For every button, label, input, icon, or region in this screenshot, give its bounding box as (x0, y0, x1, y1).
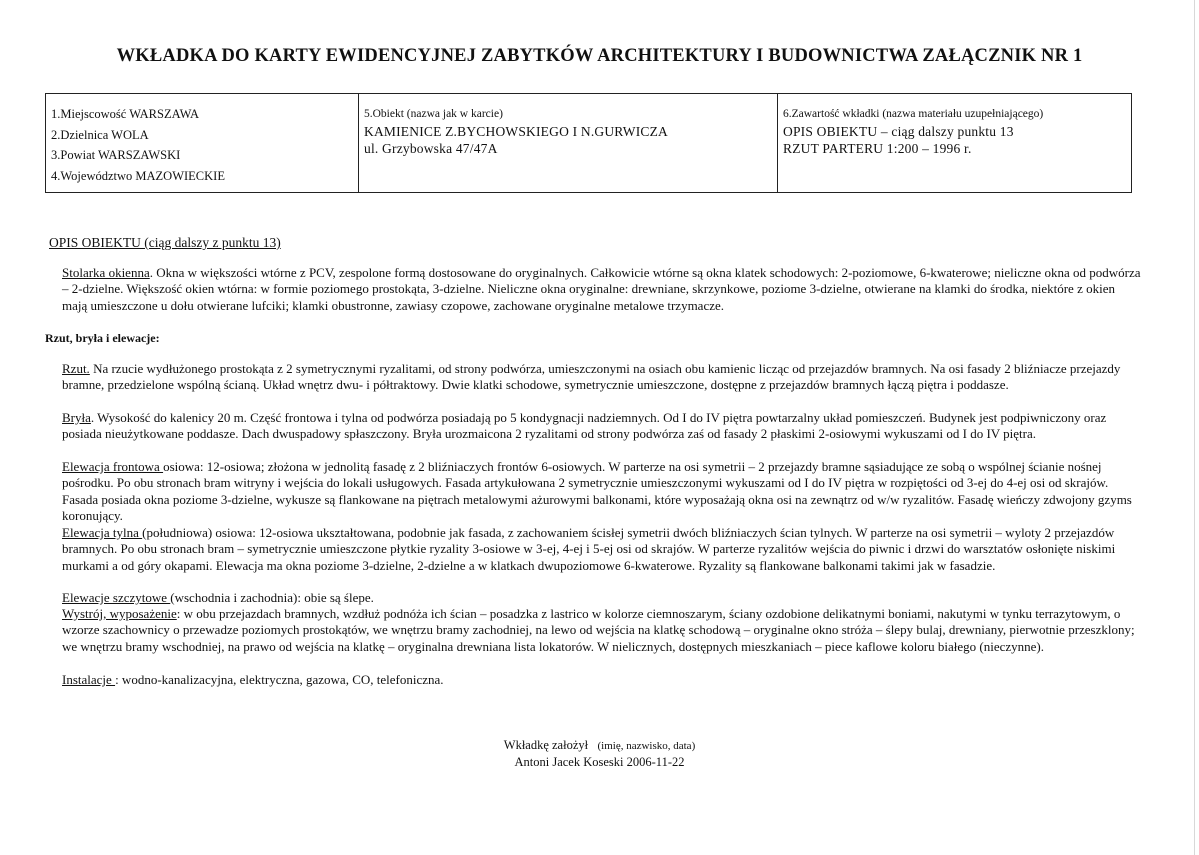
paragraph-szczytowe (62, 590, 1142, 606)
rzut-heading: Rzut. (62, 361, 90, 376)
frontowa-heading: Elewacja frontowa (62, 459, 164, 474)
paragraph-tylna (62, 525, 1142, 574)
footer-label-small: (imię, nazwisko, data) (597, 740, 696, 752)
object-label: 5.Obiekt (nazwa jak w karcie) (364, 108, 503, 120)
instalacje-heading: Instalacje (62, 672, 116, 687)
szczytowe-text: (wschodnia i zachodnia): obie są ślepe. (170, 590, 374, 605)
instalacje-text: : wodno-kanalizacyjna, elektryczna, gazowa, CO, telefoniczna. (115, 672, 444, 687)
tylna-text: (południowa) osiowa: 12-osiowa ukształtowana, podobnie jak fasada, z zachowaniem ścisłej symetrii dwóch bliźniaczych ścian tylnych. W parterze na osi symetrii – wyloty 2 przejazdów bramnych. Po obu stronach bram – symetrycznie umieszczone płytkie ryzality 3-osiowe w 3-ej, 4-ej i 5-ej osi od skrajów. W parterze ryzalitów wejścia do piwnic i drzwi do warsztatów osłonięte niskimi murkami a od góry okapami. Elewacja ma okna poziome 3-dzielne, 2-dzielne a w klatkach dwupoziomowe 6-kwaterowe. Ryzality są flankowane balkonami takimi jak w fasadzie. (62, 525, 1116, 573)
wystroj-text: : w obu przejazdach bramnych, wzdłuż podnóża ich ścian – posadzka z lastrico w kolorze ciemnoszarym, ściany ozdobione delikatnymi boniami, nakutymi w tynku terrazytowym, o wzorze szachownicy o przewadze poziomych prostokątów, we wnętrzu bramy zachodniej, na lewo od wejścia na klatkę schodową – oryginalne okno stróża – ślepy bulaj, drewniany, pierwotnie przeszklony; we wnętrzu bramy wschodniej, na prawo od wejścia na klatkę – oryginalna drewniana lista lokatorów. W nielicznych, dostępnych mieszkaniach – piece kaflowe koloru białego (nieczynne). (62, 606, 1135, 654)
header-table (45, 93, 1132, 193)
paragraph-rzut (62, 361, 1142, 394)
paragraph-bryla (62, 410, 1142, 443)
frontowa-text: osiowa: 12-osiowa; złożona w jednolitą fasadę z 2 bliźniaczych frontów 6-osiowych. W parterze na osi symetrii – 2 przejazdy bramne sąsiadujące ze sobą o wspólnej ścianie nośnej pośrodku. Po obu stronach bram witryny i wejścia do lokali usługowych. Fasada artykułowana 2 symetrycznie umieszczonymi wykuszami od I do IV piętra w rozpiętości od 3-ej do 4-ej osi od skrajów. Fasada posiada okna poziome 3-dzielne, wykusze są flankowane na piętrach metalowymi ażurowymi balkonami, które wyposażają okna osi na zewnątrz od w/w ryzalitów. Fasadę wieńczy zdwojony gzyms koronujący. (62, 459, 1132, 524)
object-name: KAMIENICE Z.BYCHOWSKIEGO I N.GURWICZA (364, 124, 668, 139)
location-voivodeship: 4.Województwo MAZOWIECKIE (51, 168, 225, 183)
location-district: 2.Dzielnica WOLA (51, 127, 149, 142)
object-address: ul. Grzybowska 47/47A (364, 141, 498, 156)
location-city: 1.Miejscowość WARSZAWA (51, 107, 200, 121)
footer-label: Wkładkę założył (503, 738, 589, 752)
paragraph-wystroj (62, 606, 1142, 655)
content-line-1: OPIS OBIEKTU – ciąg dalszy punktu 13 (783, 124, 1014, 139)
object-column (359, 94, 778, 192)
wystroj-heading: Wystrój, wyposażenie (62, 606, 177, 621)
paragraph-frontowa (62, 459, 1142, 525)
footer (0, 737, 1199, 770)
scan-edge-line (1194, 0, 1195, 855)
paragraph-stolarka (62, 265, 1142, 314)
stolarka-text: . Okna w większości wtórne z PCV, zespolone formą dostosowane do oryginalnych. Całkowicie wtórne są okna klatek schodowych: 2-poziomowe, 6-kwaterowe; nieliczne okna od podwórza – 2-dzielne. Większość okien wtórna: w formie poziomego prostokąta, 3-dzielne. Nieliczne okna oryginalne: drewniane, skrzynkowe, poziome 3-dzielne, otwierane na klamki do środka, niektóre z okien mają umieszczone u dołu otwierane lufciki; klamki obustronne, zawiasy czopowe, zachowane oryginalne metalowe trzymacze. (62, 265, 1141, 313)
footer-author: Antoni Jacek Koseski 2006-11-22 (514, 755, 685, 769)
section-title: OPIS OBIEKTU (ciąg dalszy z punktu 13) (49, 235, 281, 250)
bryla-heading: Bryła (62, 410, 91, 425)
content-label: 6.Zawartość wkładki (nazwa materiału uzupełniającego) (783, 108, 1044, 120)
rzut-text: Na rzucie wydłużonego prostokąta z 2 symetrycznymi ryzalitami, od strony podwórza, umieszczonymi na osiach obu kamienic licząc od przejazdów bramnych. Na osi fasady 2 bliźniacze przejazdy bramne, przedzielone wspólną ścianą. Układ wnętrz dwu- i półtraktowy. Dwie klatki schodowe, symetrycznie umieszczone, dostępne z przejazdów bramnych łączą piętra i poddasze. (62, 361, 1121, 393)
location-column (46, 94, 359, 192)
document-title: WKŁADKA DO KARTY EWIDENCYJNEJ ZABYTKÓW ARCHITEKTURY I BUDOWNICTWA ZAŁĄCZNIK NR 1 (116, 46, 1083, 66)
stolarka-heading: Stolarka okienna (62, 265, 150, 280)
location-county: 3.Powiat WARSZAWSKI (51, 148, 181, 162)
content-column (778, 94, 1131, 192)
tylna-heading: Elewacja tylna (62, 525, 143, 540)
rzut-section-heading: Rzut, bryła i elewacje: (45, 331, 160, 345)
paragraph-instalacje (62, 672, 1142, 688)
bryla-text: . Wysokość do kalenicy 20 m. Część frontowa i tylna od podwórza posiadają po 5 kondygnacji nadziemnych. Od I do IV piętra powtarzalny układ pomieszczeń. Budynek jest podpiwniczony oraz posiada nieużytkowane poddasze. Dach dwuspadowy spłaszczony. Bryła urozmaicona 2 ryzalitami od strony podwórza zaś od fasady 2 płaskimi 2-osiowymi wykuszami od I do IV piętra. (62, 410, 1107, 442)
content-line-2: RZUT PARTERU 1:200 – 1996 r. (783, 141, 972, 156)
szczytowe-heading: Elewacje szczytowe (62, 590, 171, 605)
